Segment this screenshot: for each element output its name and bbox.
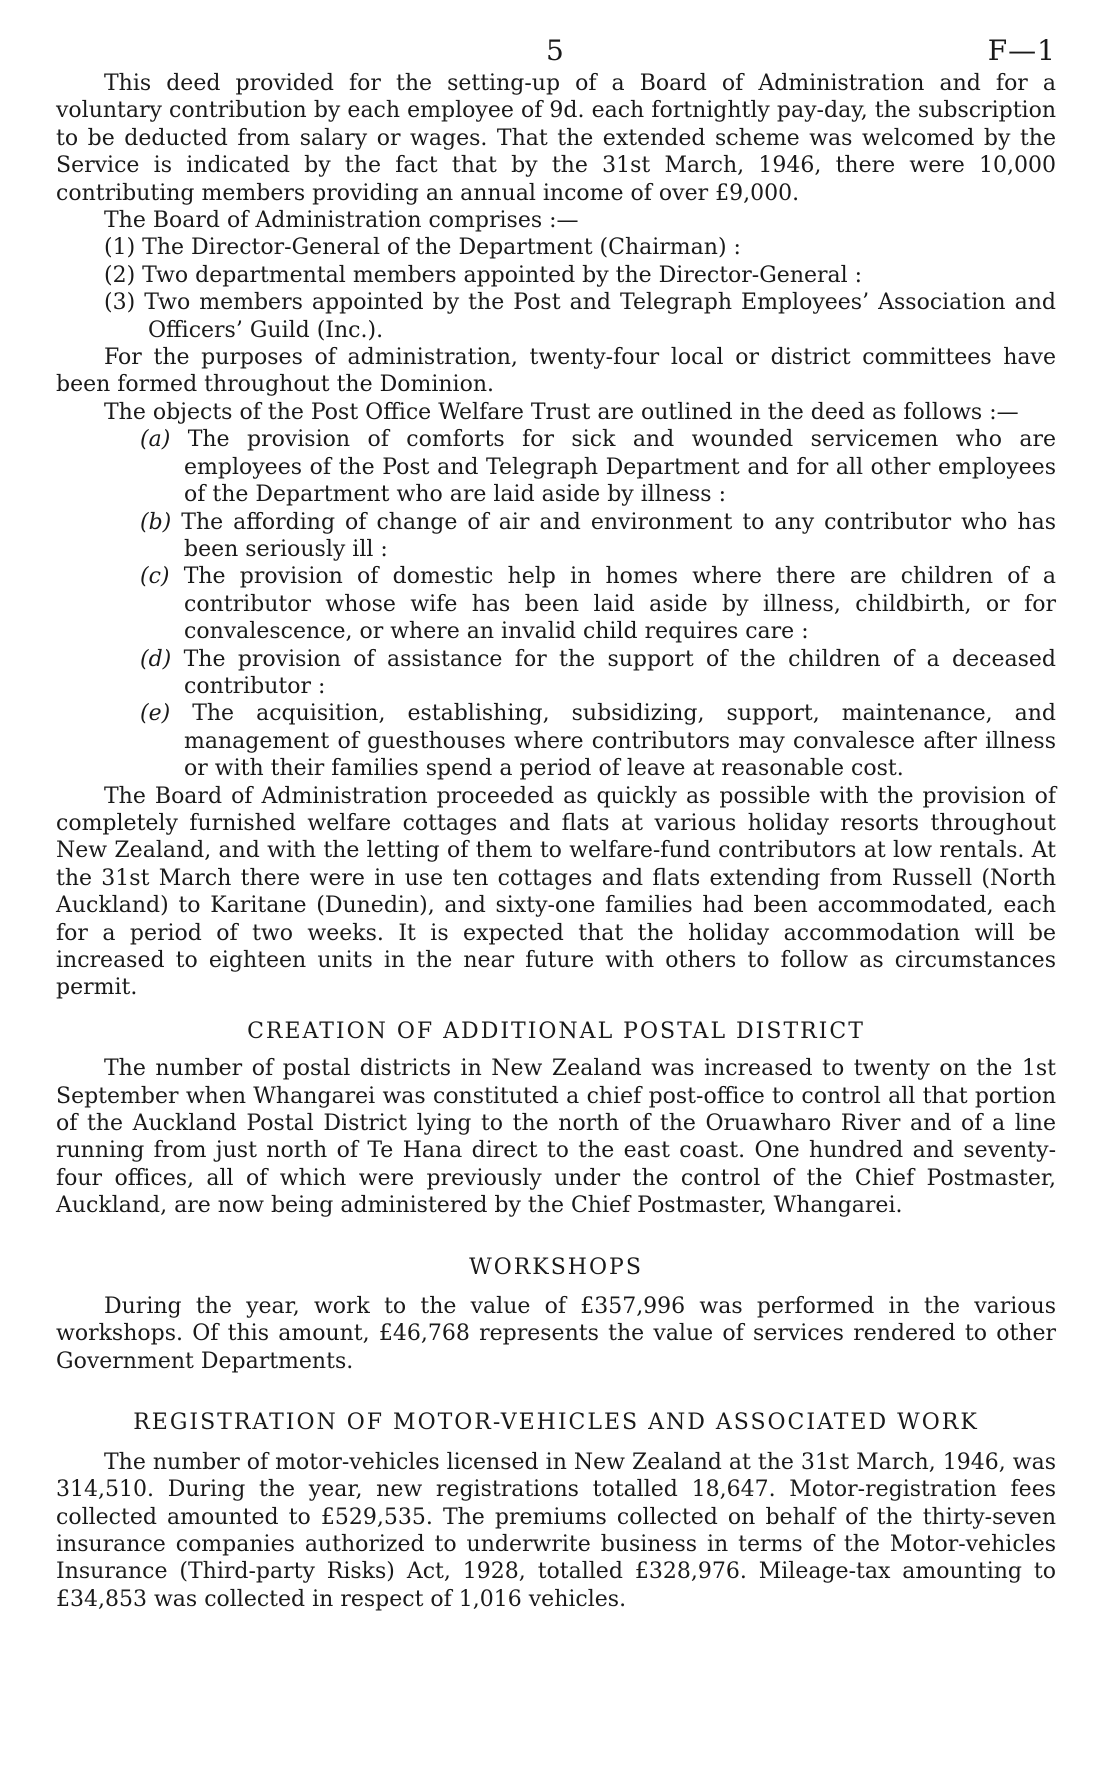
postal-district-paragraph: The number of postal districts in New Zealand was increased to twenty on the 1st September when Whangarei was constituted a chief post-office to control all that portion of the Auckland Postal District lying to the north of the Oruawharo River and of a line running from just north of Te Hana direct to the east coast. One hundred and seventy-four offices, all of which were previously under the control of the Chief Postmaster, Auckland, are now being administered by the Chief Postmaster, Whangarei. — [56, 1056, 1056, 1219]
list-marker: (a) — [140, 427, 171, 453]
list-item — [56, 426, 1056, 508]
running-header — [56, 0, 1056, 70]
list-marker: (d) — [140, 646, 172, 672]
board-intro-paragraph: The Board of Administration comprises :— — [104, 208, 579, 234]
list-marker: (2) — [104, 262, 136, 288]
list-item-text: Two members appointed by the Post and Telegraph Employees’ Association and Officers’ Guild (Inc.). — [144, 290, 1056, 343]
list-item — [56, 509, 1056, 564]
section-heading: WORKSHOPS — [469, 1254, 643, 1280]
section-heading: CREATION OF ADDITIONAL POSTAL DISTRICT — [247, 1018, 865, 1044]
list-marker: (3) — [104, 290, 136, 316]
section-heading: REGISTRATION OF MOTOR-VEHICLES AND ASSOCIATED WORK — [133, 1410, 979, 1436]
list-item — [56, 700, 1056, 782]
document-reference: F—1 — [987, 34, 1056, 67]
workshops-paragraph: During the year, work to the value of £357,996 was performed in the various workshops. Of this amount, £46,768 represents the value of services rendered to other Government Departments. — [56, 1294, 1056, 1374]
list-marker: (b) — [140, 509, 172, 535]
list-item — [56, 262, 1056, 289]
intro-paragraph: This deed provided for the setting-up of a Board of Administration and for a voluntary contribution by each employee of 9d. each fortnightly pay-day, the subscription to be deducted from salary or wages. That the extended scheme was welcomed by the Service is indicated by the fact that by the 31st March, 1946, there were 10,000 contributing members providing an annual income of over £9,000. — [56, 71, 1056, 206]
objects-intro-paragraph: The objects of the Post Office Welfare Trust are outlined in the deed as follows :— — [104, 399, 1019, 425]
list-item — [56, 234, 1056, 261]
list-item-text: The provision of comforts for sick and wounded servicemen who are employees of the Post and Telegraph Department and for all other employees of the Department who are laid aside by illness : — [184, 427, 1057, 508]
list-marker: (c) — [140, 564, 170, 590]
committees-paragraph: For the purposes of administration, twenty-four local or district committees have been formed throughout the Dominion. — [56, 345, 1056, 398]
registration-paragraph: The number of motor-vehicles licensed in New Zealand at the 31st March, 1946, was 314,510. During the year, new registrations totalled 18,647. Motor-registration fees collected amounted to £529,535. The premiums collected on behalf of the thirty-seven insurance companies authorized to underwrite business in terms of the Motor-vehicles Insurance (Third-party Risks) Act, 1928, totalled £328,976. Mileage-tax amounting to £34,853 was collected in respect of 1,016 vehicles. — [56, 1449, 1056, 1612]
list-item-text: Two departmental members appointed by the Director-General : — [142, 262, 863, 288]
list-item — [56, 563, 1056, 645]
board-progress-paragraph: The Board of Administration proceeded as quickly as possible with the provision of completely furnished welfare cottages and flats at various holiday resorts throughout New Zealand, and with the letting of them to welfare-fund contributors at low rentals. At the 31st March there were in use ten cottages and flats extending from Russell (North Auckland) to Karitane (Dunedin), and sixty-one families had been accommodated, each for a period of two weeks. It is expected that the holiday accommodation will be increased to eighteen units in the near future with others to follow as circumstances permit. — [56, 783, 1056, 1001]
list-marker: (e) — [140, 701, 171, 727]
list-item — [56, 646, 1056, 701]
body-text — [56, 70, 1056, 1613]
list-item-text: The provision of domestic help in homes where there are children of a contributor whose wife has been laid aside by illness, childbirth, or for convalescence, or where an invalid child requires care : — [183, 564, 1056, 645]
document-page — [56, 0, 1056, 1613]
list-item-text: The provision of assistance for the support of the children of a deceased contributor : — [183, 646, 1056, 699]
list-item-text: The Director-General of the Department (Chairman) : — [142, 235, 741, 261]
list-marker: (1) — [104, 235, 136, 261]
list-item — [56, 289, 1056, 344]
list-item-text: The acquisition, establishing, subsidizing, support, maintenance, and management of guesthouses where contributors may convalesce after illness or with their families spend a period of leave at reasonable cost. — [184, 701, 1056, 782]
list-item-text: The affording of change of air and environment to any contributor who has been seriously ill : — [181, 509, 1056, 562]
page-number: 5 — [546, 34, 564, 67]
